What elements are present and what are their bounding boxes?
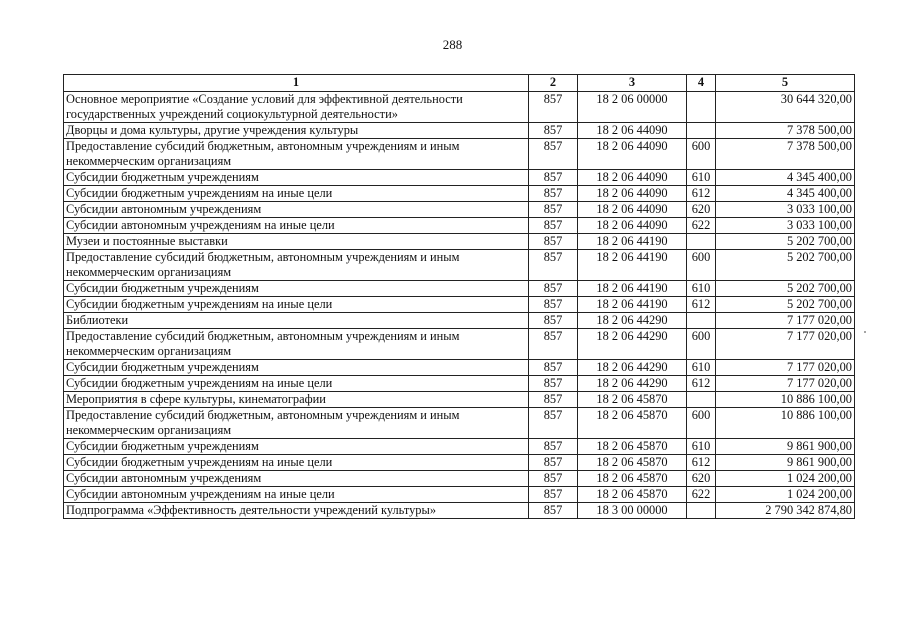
scan-speck xyxy=(864,331,866,333)
table-row xyxy=(64,439,855,455)
row-target-code-cell: 18 2 06 45870 xyxy=(578,455,687,471)
row-amount-cell: 7 378 500,00 xyxy=(716,139,855,170)
row-expense-type-cell: 600 xyxy=(687,139,716,170)
table-row xyxy=(64,202,855,218)
row-target-code-cell: 18 2 06 45870 xyxy=(578,471,687,487)
row-name-cell: Субсидии бюджетным учреждениям xyxy=(64,360,529,376)
row-expense-type-cell: 610 xyxy=(687,281,716,297)
column-header-amount: 5 xyxy=(716,75,855,92)
row-amount-cell: 9 861 900,00 xyxy=(716,455,855,471)
row-amount-cell: 7 177 020,00 xyxy=(716,360,855,376)
row-dept-cell: 857 xyxy=(529,376,578,392)
row-target-code-cell: 18 2 06 44190 xyxy=(578,281,687,297)
row-expense-type-cell xyxy=(687,234,716,250)
row-dept-cell: 857 xyxy=(529,250,578,281)
row-target-code-cell: 18 2 06 45870 xyxy=(578,392,687,408)
row-amount-cell: 1 024 200,00 xyxy=(716,471,855,487)
row-name-cell: Предоставление субсидий бюджетным, автономным учреждениям и иным некоммерческим организациям xyxy=(64,408,529,439)
row-name-cell: Библиотеки xyxy=(64,313,529,329)
row-target-code-cell: 18 2 06 44290 xyxy=(578,360,687,376)
row-amount-cell: 7 177 020,00 xyxy=(716,313,855,329)
row-amount-cell: 5 202 700,00 xyxy=(716,281,855,297)
table-row xyxy=(64,92,855,123)
row-amount-cell: 1 024 200,00 xyxy=(716,487,855,503)
row-amount-cell: 10 886 100,00 xyxy=(716,392,855,408)
table-row xyxy=(64,503,855,519)
row-target-code-cell: 18 2 06 44090 xyxy=(578,186,687,202)
row-dept-cell: 857 xyxy=(529,360,578,376)
table-row xyxy=(64,281,855,297)
row-amount-cell: 7 177 020,00 xyxy=(716,376,855,392)
table-row xyxy=(64,360,855,376)
row-name-cell: Субсидии бюджетным учреждениям xyxy=(64,281,529,297)
row-name-cell: Субсидии автономным учреждениям xyxy=(64,202,529,218)
row-name-cell: Субсидии бюджетным учреждениям xyxy=(64,439,529,455)
row-name-cell: Субсидии автономным учреждениям на иные цели xyxy=(64,487,529,503)
column-header-expense-type: 4 xyxy=(687,75,716,92)
column-header-dept: 2 xyxy=(529,75,578,92)
table-row xyxy=(64,392,855,408)
row-dept-cell: 857 xyxy=(529,218,578,234)
row-name-cell: Дворцы и дома культуры, другие учреждения культуры xyxy=(64,123,529,139)
row-name-cell: Предоставление субсидий бюджетным, автономным учреждениям и иным некоммерческим организациям xyxy=(64,250,529,281)
row-name-cell: Музеи и постоянные выставки xyxy=(64,234,529,250)
row-target-code-cell: 18 2 06 45870 xyxy=(578,487,687,503)
row-expense-type-cell xyxy=(687,123,716,139)
row-amount-cell: 5 202 700,00 xyxy=(716,297,855,313)
row-amount-cell: 7 378 500,00 xyxy=(716,123,855,139)
table-body xyxy=(64,92,855,519)
row-target-code-cell: 18 2 06 45870 xyxy=(578,439,687,455)
row-name-cell: Субсидии бюджетным учреждениям на иные цели xyxy=(64,455,529,471)
table-row xyxy=(64,123,855,139)
row-name-cell: Основное мероприятие «Создание условий для эффективной деятельности государственных учреждений социокультурной деятельности» xyxy=(64,92,529,123)
row-dept-cell: 857 xyxy=(529,202,578,218)
row-expense-type-cell: 620 xyxy=(687,202,716,218)
table-row xyxy=(64,186,855,202)
row-dept-cell: 857 xyxy=(529,455,578,471)
table-header-row xyxy=(64,75,855,92)
row-expense-type-cell: 612 xyxy=(687,455,716,471)
table-row xyxy=(64,471,855,487)
row-amount-cell: 3 033 100,00 xyxy=(716,218,855,234)
table-row xyxy=(64,376,855,392)
row-expense-type-cell: 620 xyxy=(687,471,716,487)
row-dept-cell: 857 xyxy=(529,123,578,139)
row-dept-cell: 857 xyxy=(529,487,578,503)
row-name-cell: Мероприятия в сфере культуры, кинематографии xyxy=(64,392,529,408)
row-expense-type-cell: 610 xyxy=(687,439,716,455)
budget-table xyxy=(63,74,855,519)
row-target-code-cell: 18 2 06 44090 xyxy=(578,170,687,186)
row-expense-type-cell xyxy=(687,92,716,123)
page-number: 288 xyxy=(442,37,463,52)
row-dept-cell: 857 xyxy=(529,392,578,408)
row-amount-cell: 5 202 700,00 xyxy=(716,250,855,281)
row-dept-cell: 857 xyxy=(529,313,578,329)
row-name-cell: Субсидии бюджетным учреждениям на иные цели xyxy=(64,186,529,202)
row-dept-cell: 857 xyxy=(529,139,578,170)
row-amount-cell: 2 790 342 874,80 xyxy=(716,503,855,519)
row-expense-type-cell: 622 xyxy=(687,218,716,234)
row-amount-cell: 5 202 700,00 xyxy=(716,234,855,250)
row-expense-type-cell: 612 xyxy=(687,297,716,313)
row-dept-cell: 857 xyxy=(529,503,578,519)
row-expense-type-cell: 610 xyxy=(687,360,716,376)
row-target-code-cell: 18 2 06 44190 xyxy=(578,297,687,313)
column-header-name: 1 xyxy=(64,75,529,92)
row-dept-cell: 857 xyxy=(529,92,578,123)
row-expense-type-cell: 600 xyxy=(687,329,716,360)
row-expense-type-cell: 622 xyxy=(687,487,716,503)
row-expense-type-cell: 600 xyxy=(687,250,716,281)
table-row xyxy=(64,170,855,186)
row-amount-cell: 10 886 100,00 xyxy=(716,408,855,439)
row-dept-cell: 857 xyxy=(529,408,578,439)
table-row xyxy=(64,250,855,281)
row-name-cell: Субсидии бюджетным учреждениям на иные цели xyxy=(64,297,529,313)
table-row xyxy=(64,218,855,234)
row-expense-type-cell: 612 xyxy=(687,186,716,202)
row-amount-cell: 4 345 400,00 xyxy=(716,186,855,202)
row-target-code-cell: 18 2 06 44090 xyxy=(578,218,687,234)
row-target-code-cell: 18 2 06 44290 xyxy=(578,313,687,329)
row-target-code-cell: 18 2 06 44090 xyxy=(578,139,687,170)
row-expense-type-cell xyxy=(687,392,716,408)
row-target-code-cell: 18 2 06 44190 xyxy=(578,250,687,281)
row-name-cell: Субсидии бюджетным учреждениям на иные цели xyxy=(64,376,529,392)
row-target-code-cell: 18 3 00 00000 xyxy=(578,503,687,519)
row-name-cell: Субсидии бюджетным учреждениям xyxy=(64,170,529,186)
row-name-cell: Субсидии автономным учреждениям xyxy=(64,471,529,487)
row-expense-type-cell xyxy=(687,313,716,329)
row-target-code-cell: 18 2 06 44290 xyxy=(578,376,687,392)
table-row xyxy=(64,329,855,360)
row-name-cell: Подпрограмма «Эффективность деятельности учреждений культуры» xyxy=(64,503,529,519)
row-amount-cell: 4 345 400,00 xyxy=(716,170,855,186)
column-header-target-code: 3 xyxy=(578,75,687,92)
row-target-code-cell: 18 2 06 44290 xyxy=(578,329,687,360)
table-row xyxy=(64,408,855,439)
table-row xyxy=(64,313,855,329)
table-row xyxy=(64,487,855,503)
row-target-code-cell: 18 2 06 44090 xyxy=(578,123,687,139)
row-expense-type-cell: 600 xyxy=(687,408,716,439)
table-row xyxy=(64,234,855,250)
row-amount-cell: 3 033 100,00 xyxy=(716,202,855,218)
row-name-cell: Предоставление субсидий бюджетным, автономным учреждениям и иным некоммерческим организациям xyxy=(64,139,529,170)
row-dept-cell: 857 xyxy=(529,186,578,202)
row-dept-cell: 857 xyxy=(529,471,578,487)
row-dept-cell: 857 xyxy=(529,170,578,186)
row-expense-type-cell xyxy=(687,503,716,519)
row-amount-cell: 9 861 900,00 xyxy=(716,439,855,455)
row-dept-cell: 857 xyxy=(529,281,578,297)
row-dept-cell: 857 xyxy=(529,234,578,250)
table-row xyxy=(64,455,855,471)
row-amount-cell: 7 177 020,00 xyxy=(716,329,855,360)
table-row xyxy=(64,297,855,313)
row-name-cell: Субсидии автономным учреждениям на иные цели xyxy=(64,218,529,234)
row-target-code-cell: 18 2 06 44190 xyxy=(578,234,687,250)
row-name-cell: Предоставление субсидий бюджетным, автономным учреждениям и иным некоммерческим организациям xyxy=(64,329,529,360)
row-dept-cell: 857 xyxy=(529,297,578,313)
row-target-code-cell: 18 2 06 45870 xyxy=(578,408,687,439)
row-amount-cell: 30 644 320,00 xyxy=(716,92,855,123)
row-target-code-cell: 18 2 06 44090 xyxy=(578,202,687,218)
row-dept-cell: 857 xyxy=(529,329,578,360)
row-expense-type-cell: 612 xyxy=(687,376,716,392)
row-target-code-cell: 18 2 06 00000 xyxy=(578,92,687,123)
row-expense-type-cell: 610 xyxy=(687,170,716,186)
row-dept-cell: 857 xyxy=(529,439,578,455)
table-row xyxy=(64,139,855,170)
